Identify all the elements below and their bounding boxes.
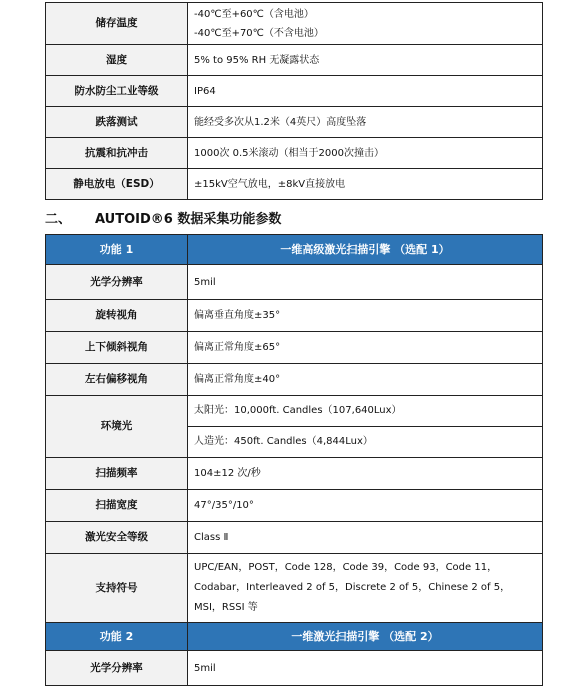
spec-key: 上下倾斜视角 [46,332,188,364]
spec-value: 5mil [188,265,543,300]
spec-key: 扫描宽度 [46,490,188,522]
spec-value-line: -40℃至+70℃（不含电池） [194,27,324,39]
spec-key: 光学分辨率 [46,265,188,300]
table-row [46,396,543,458]
spec-value: UPC/EAN，POST，Code 128，Code 39，Code 93，Code 11，Codabar，Interleaved 2 of 5，Discrete 2 of 5，Chinese 2 of 5，MSI，RSSI 等 [188,554,543,623]
table-row [46,458,543,490]
header-function-label: 功能 1 [46,235,188,265]
spec-key: 环境光 [46,396,188,458]
header-engine-label: 一维高级激光扫描引擎 （选配 1） [188,235,543,265]
table-row [46,138,543,169]
table-row [46,45,543,76]
table-row [46,107,543,138]
table-row [46,76,543,107]
spec-value: 偏离正常角度±65° [188,332,543,364]
sunlight-value: 太阳光：10,000ft. Candles（107,640Lux） [188,396,542,427]
table-row [46,554,543,623]
spec-key: 跌落测试 [46,107,188,138]
table-header-row [46,235,543,265]
table-row [46,364,543,396]
section-number: 二、 [45,212,72,227]
spec-value: 偏离垂直角度±35° [188,300,543,332]
table-header-row [46,623,543,651]
header-function-label: 功能 2 [46,623,188,651]
spec-key: 湿度 [46,45,188,76]
spec-value: 5% to 95% RH 无凝露状态 [188,45,543,76]
table-row [46,522,543,554]
spec-key: 储存温度 [46,3,188,45]
spec-key: 支持符号 [46,554,188,623]
spec-value [188,3,543,45]
spec-key: 旋转视角 [46,300,188,332]
spec-value: Class Ⅱ [188,522,543,554]
spec-value: 1000次 0.5米滚动（相当于2000次撞击） [188,138,543,169]
table-row [46,651,543,686]
table-row [46,169,543,200]
section-heading [45,208,281,227]
environment-spec-table [45,2,543,200]
spec-key: 左右偏移视角 [46,364,188,396]
spec-key: 激光安全等级 [46,522,188,554]
spec-value: 5mil [188,651,543,686]
spec-value-line: -40℃至+60℃（含电池） [194,8,314,20]
table-row [46,300,543,332]
header-engine-label: 一维激光扫描引擎 （选配 2） [188,623,543,651]
spec-value: 能经受多次从1.2米（4英尺）高度坠落 [188,107,543,138]
data-capture-spec-table [45,234,543,686]
spec-value [188,396,543,458]
table-row [46,332,543,364]
table-row [46,3,543,45]
spec-key: 光学分辨率 [46,651,188,686]
spec-key: 防水防尘工业等级 [46,76,188,107]
spec-value: 104±12 次/秒 [188,458,543,490]
spec-value: 偏离正常角度±40° [188,364,543,396]
section-title: AUTOID®6 数据采集功能参数 [95,212,282,227]
spec-key: 抗震和抗冲击 [46,138,188,169]
spec-key: 静电放电（ESD） [46,169,188,200]
spec-value: 47°/35°/10° [188,490,543,522]
spec-key: 扫描频率 [46,458,188,490]
table-row [46,490,543,522]
spec-value: ±15kV空气放电，±8kV直接放电 [188,169,543,200]
spec-value: IP64 [188,76,543,107]
table-row [46,265,543,300]
artificial-light-value: 人造光：450ft. Candles（4,844Lux） [194,436,373,447]
